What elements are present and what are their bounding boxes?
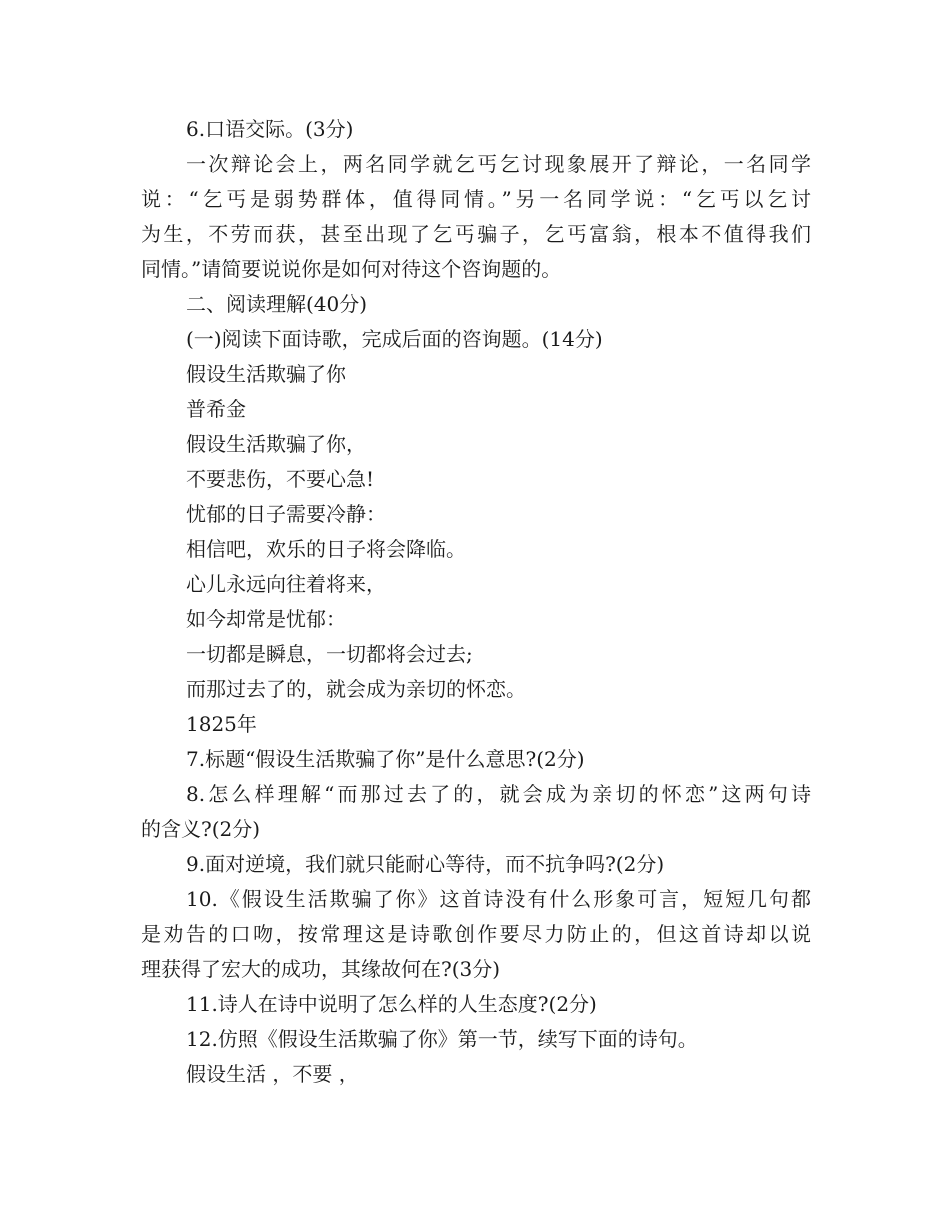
question-10-line-3: 理获得了宏大的成功，其缘故何在?(3分) <box>141 957 501 981</box>
poem-line-7: 一切都是瞬息，一切都将会过去; <box>186 642 473 666</box>
question-12: 12.仿照《假设生活欺骗了你》第一节，续写下面的诗句。 <box>186 1027 698 1051</box>
question-6-paragraph-line-4: 同情。”请简要说说你是如何对待这个咨询题的。 <box>141 257 562 281</box>
poem-line-6: 如今却常是忧郁： <box>186 607 346 631</box>
question-8-line-1: 8.怎么样理解“而那过去了的，就会成为亲切的怀恋”这两句诗 <box>186 782 811 806</box>
poem-line-4: 相信吧，欢乐的日子将会降临。 <box>186 537 466 561</box>
question-6-paragraph-line-3: 为生，不劳而获，甚至出现了乞丐骗子，乞丐富翁，根本不值得我们 <box>141 222 811 246</box>
question-12-fill-line: 假设生活 ，不要 ， <box>186 1062 359 1086</box>
poem-title: 假设生活欺骗了你 <box>186 362 346 386</box>
question-8-line-2: 的含义?(2分) <box>141 817 261 841</box>
question-7: 7.标题“假设生活欺骗了你”是什么意思?(2分) <box>186 747 585 771</box>
question-9: 9.面对逆境，我们就只能耐心等待，而不抗争吗?(2分) <box>186 852 665 876</box>
poem-line-5: 心儿永远向往着将来， <box>186 572 386 596</box>
poem-line-1: 假设生活欺骗了你， <box>186 432 366 456</box>
poem-year: 1825年 <box>186 712 257 736</box>
part-1-title: (一)阅读下面诗歌，完成后面的咨询题。(14分) <box>186 327 603 351</box>
poem-line-2: 不要悲伤，不要心急! <box>186 467 375 491</box>
question-11: 11.诗人在诗中说明了怎么样的人生态度?(2分) <box>186 992 597 1016</box>
question-6-paragraph-line-1: 一次辩论会上，两名同学就乞丐乞讨现象展开了辩论，一名同学 <box>186 152 811 176</box>
section-2-title: 二、阅读理解(40分) <box>186 292 368 316</box>
poem-line-8: 而那过去了的，就会成为亲切的怀恋。 <box>186 677 526 701</box>
poem-line-3: 忧郁的日子需要冷静： <box>186 502 386 526</box>
question-6-paragraph-line-2: 说：“乞丐是弱势群体，值得同情。”另一名同学说：“乞丐以乞讨 <box>141 187 811 211</box>
document-page <box>0 112 950 1092</box>
question-10-line-1: 10.《假设生活欺骗了你》这首诗没有什么形象可言，短短几句都 <box>186 887 811 911</box>
question-10-line-2: 是劝告的口吻，按常理这是诗歌创作要尽力防止的，但这首诗却以说 <box>141 922 811 946</box>
poem-author: 普希金 <box>186 397 246 421</box>
question-6-title: 6.口语交际。(3分) <box>186 117 354 141</box>
